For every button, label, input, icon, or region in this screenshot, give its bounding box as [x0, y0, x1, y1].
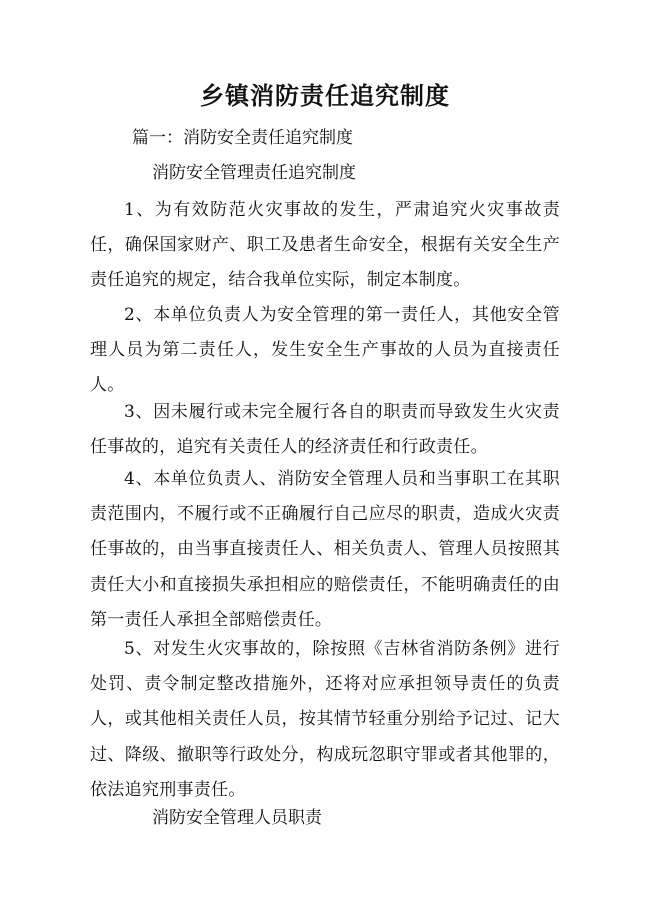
- document-title: 乡镇消防责任追究制度: [200, 81, 450, 110]
- paragraph-3: 3、因未履行或未完全履行各自的职责而导致发生火灾责任事故的，追究有关责任人的经济责任和行政责任。: [90, 402, 560, 458]
- paragraph-4: 4、本单位负责人、消防安全管理人员和当事职工在其职责范围内，不履行或不正确履行自己应尽的职责，造成火灾责任事故的，由当事直接责任人、相关负责人、管理人员按照其责任大小和直接损失承担相应的赔偿责任，不能明确责任的由第一责任人承担全部赔偿责任。: [90, 469, 560, 630]
- paragraph-2: 2、本单位负责人为安全管理的第一责任人，其他安全管理人员为第二责任人，发生安全生产事故的人员为直接责任人。: [90, 305, 560, 396]
- section-heading: 篇一：消防安全责任追究制度: [132, 128, 353, 148]
- paragraph-5: 5、对发生火灾事故的，除按照《吉林省消防条例》进行处罚、责令制定整改措施外，还将对应承担领导责任的负责人，或其他相关责任人员，按其情节轻重分别给予记过、记大过、降级、撤职等行政处分，构成玩忽职守罪或者其他罪的，依法追究刑事责任。: [90, 639, 560, 800]
- paragraph-1: 1、为有效防范火灾事故的发生，严肃追究火灾事故责任，确保国家财产、职工及患者生命安全，根据有关安全生产责任追究的规定，结合我单位实际，制定本制度。: [90, 200, 560, 291]
- subtitle: 消防安全管理责任追究制度: [152, 163, 356, 183]
- footer-heading: 消防安全管理人员职责: [152, 808, 322, 828]
